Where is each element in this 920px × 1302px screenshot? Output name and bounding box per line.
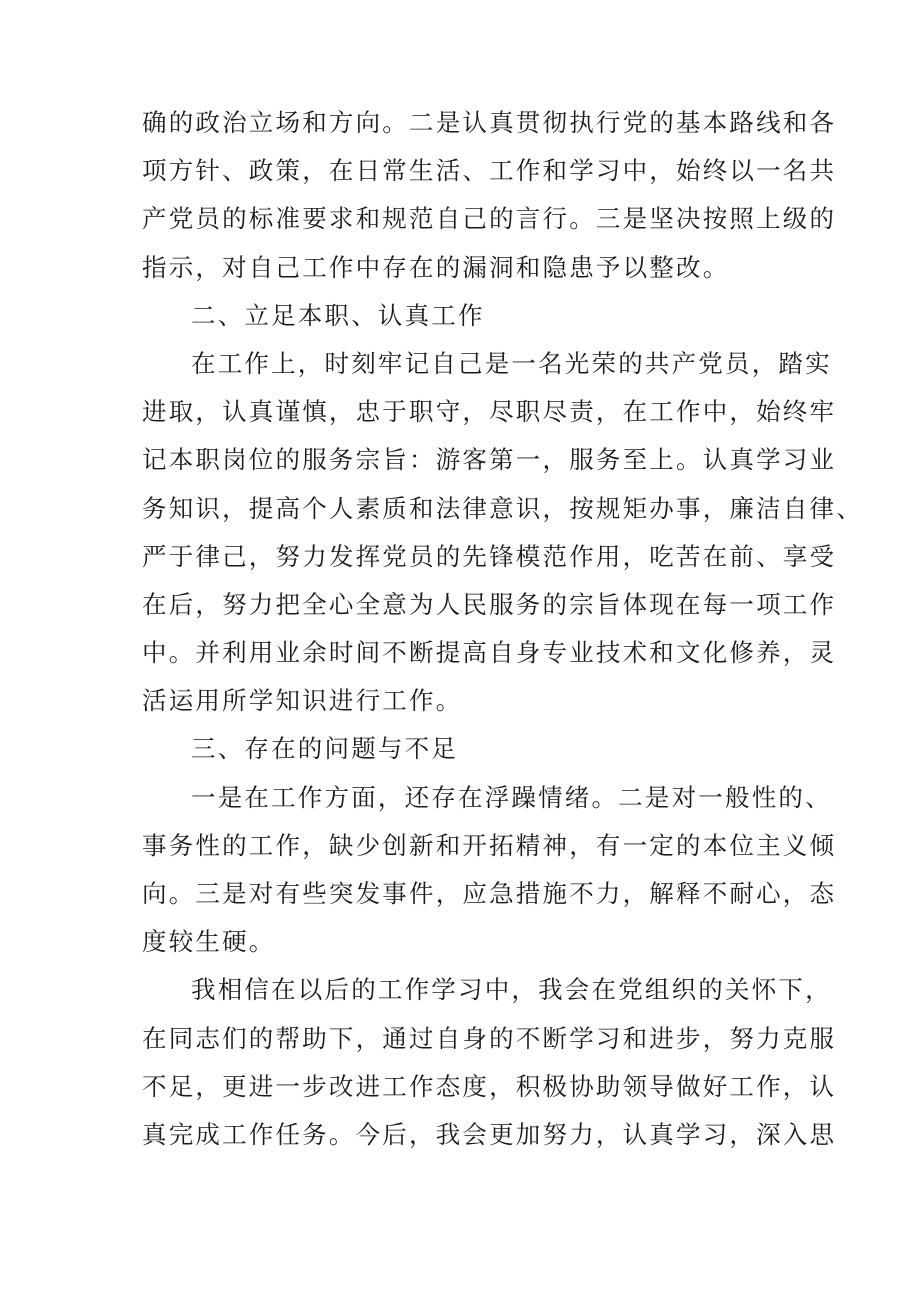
- text-line: 指示，对自己工作中存在的漏洞和隐患予以整改。: [142, 252, 730, 282]
- text-line: 向。三是对有些突发事件，应急措施不力，解释不耐心，态: [142, 879, 837, 908]
- text-line: 记本职岗位的服务宗旨：游客第一，服务至上。认真学习业: [142, 445, 837, 475]
- text-line: 进取，认真谨慎，忠于职守，尽职尽责，在工作中，始终牢: [142, 397, 837, 427]
- text-line: 务知识，提高个人素质和法律意识，按规矩办事，廉洁自律、: [142, 493, 863, 523]
- text-line: 在同志们的帮助下，通过自身的不断学习和进步，努力克服: [142, 1023, 837, 1053]
- text-line: 度较生硬。: [142, 927, 276, 957]
- text-line: 在工作上，时刻牢记自己是一名光荣的共产党员，踏实: [191, 348, 832, 378]
- text-line: 不足，更进一步改进工作态度，积极协助领导做好工作，认: [142, 1071, 837, 1101]
- document-body: [142, 99, 863, 1159]
- text-line: 在后，努力把全心全意为人民服务的宗旨体现在每一项工作: [142, 589, 837, 619]
- text-line: 事务性的工作，缺少创新和开拓精神，有一定的本位主义倾: [142, 830, 837, 860]
- text-line: 中。并利用业余时间不断提高自身专业技术和文化修养，灵: [142, 638, 837, 668]
- text-line: 我相信在以后的工作学习中，我会在党组织的关怀下，: [191, 975, 832, 1005]
- section-heading-3: 三、存在的问题与不足: [191, 734, 458, 764]
- text-line: 真完成工作任务。今后，我会更加努力，认真学习，深入思: [142, 1119, 837, 1149]
- text-line: 严于律己，努力发挥党员的先锋模范作用，吃苦在前、享受: [142, 541, 837, 571]
- text-line: 活运用所学知识进行工作。: [142, 686, 463, 716]
- text-line: 一是在工作方面，还存在浮躁情绪。二是对一般性的、: [191, 782, 832, 812]
- text-line: 产党员的标准要求和规范自己的言行。三是坚决按照上级的: [142, 204, 837, 234]
- section-heading-2: 二、立足本职、认真工作: [191, 300, 485, 330]
- text-line: 确的政治立场和方向。二是认真贯彻执行党的基本路线和各: [142, 108, 837, 137]
- text-line: 项方针、政策，在日常生活、工作和学习中，始终以一名共: [142, 156, 837, 186]
